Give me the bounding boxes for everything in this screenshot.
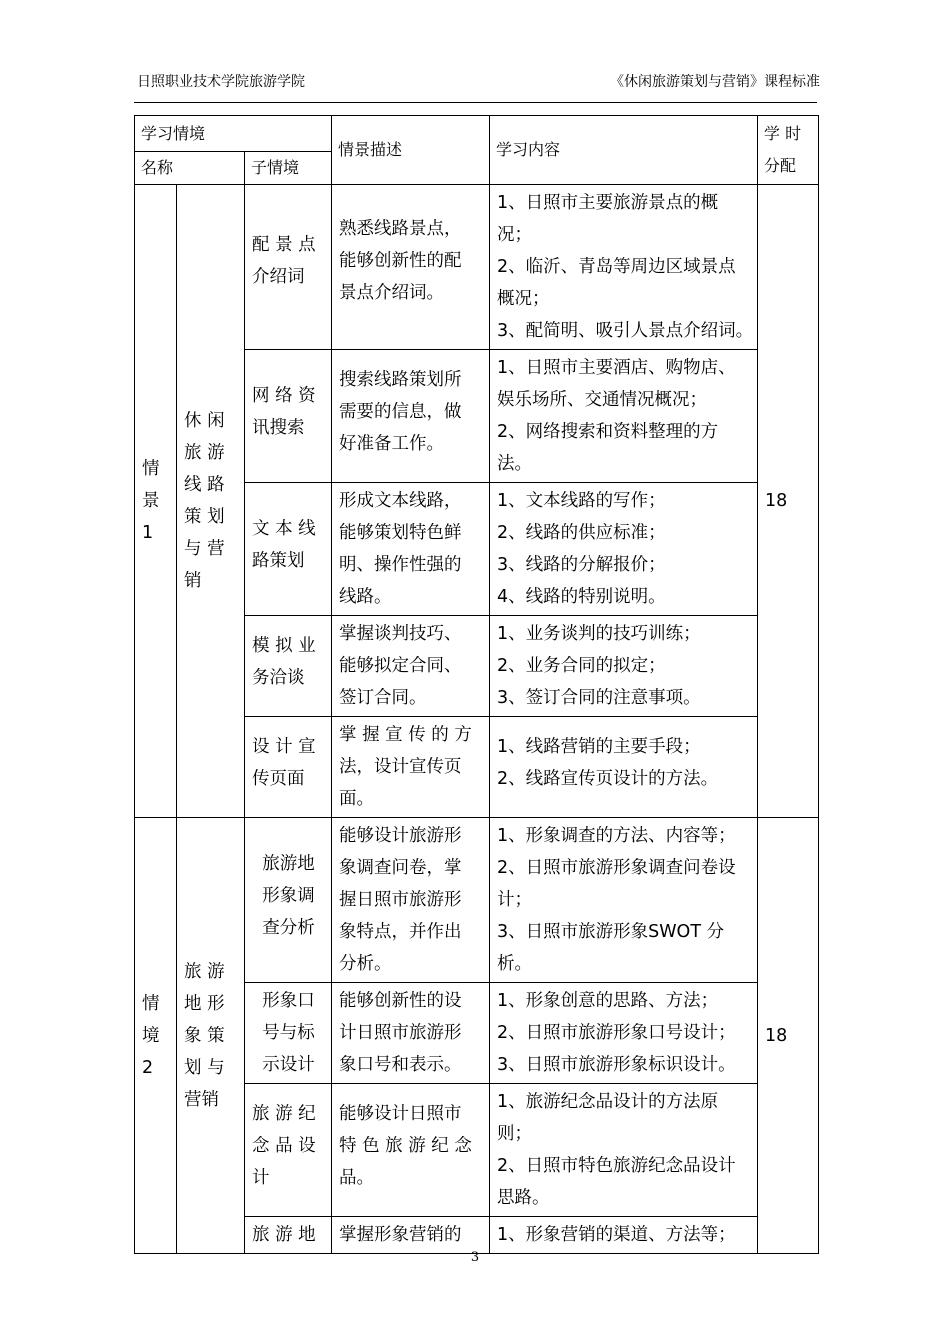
content-line: 1、日照市主要酒店、购物店、 <box>497 358 736 378</box>
content-line: 1、日照市主要旅游景点的概 <box>497 193 719 213</box>
content-line: 1、文本线路的写作； <box>497 491 666 511</box>
content-line: 析。 <box>497 954 532 974</box>
desc-line: 能够设计日照市 <box>339 1104 462 1124</box>
desc-line: 掌 握 宣 传 的 方 <box>339 725 472 745</box>
situation-1-name <box>177 185 245 818</box>
name-line: 营销 <box>184 1089 219 1110</box>
desc-line: 搜索线路策划所 <box>339 370 462 390</box>
learning-content <box>490 983 758 1084</box>
name-line: 休 闲 <box>184 411 225 431</box>
learning-content <box>490 717 758 818</box>
desc-line: 能够设计旅游形 <box>339 826 462 846</box>
situation-desc <box>332 717 490 818</box>
content-line: 2、线路的供应标准； <box>497 523 666 543</box>
desc-line: 象调查问卷，掌 <box>339 858 462 878</box>
sub-line: 形象口 <box>262 991 315 1011</box>
desc-line: 象特点，并作出 <box>339 922 462 942</box>
header-name: 名称 <box>135 152 245 185</box>
name-line: 旅 游 <box>184 443 225 463</box>
sub-line: 讯搜索 <box>252 418 305 438</box>
desc-line: 特 色 旅 游 纪 念 <box>339 1136 472 1156</box>
situation-desc <box>332 818 490 983</box>
desc-line: 象口号和表示。 <box>339 1055 462 1075</box>
content-line: 2、网络搜索和资料整理的方 <box>497 422 719 442</box>
content-line: 1、业务谈判的技巧训练； <box>497 624 701 644</box>
page-number: 3 <box>470 1250 480 1265</box>
situation-desc <box>332 350 490 483</box>
desc-line: 面。 <box>339 789 374 809</box>
name-line: 销 <box>184 571 202 591</box>
sub-situation <box>245 818 332 983</box>
content-line: 1、旅游纪念品设计的方法原 <box>497 1092 719 1112</box>
content-line: 1、形象调查的方法、内容等； <box>497 826 736 846</box>
header-hours-line: 学 时 <box>764 124 802 143</box>
desc-line: 熟悉线路景点， <box>339 219 462 239</box>
content-line: 2、日照市特色旅游纪念品设计 <box>497 1156 736 1176</box>
content-line: 3、日照市旅游形象SWOT 分 <box>497 922 725 942</box>
content-line: 1、形象营销的渠道、方法等； <box>497 1225 736 1245</box>
sub-line: 配 景 点 <box>252 235 316 255</box>
content-line: 娱乐场所、交通情况概况； <box>497 390 707 410</box>
header-left: 日照职业技术学院旅游学院 <box>137 74 305 90</box>
sub-line: 介绍词 <box>252 267 305 287</box>
desc-line: 签订合同。 <box>339 688 427 708</box>
desc-line: 明、操作性强的 <box>339 555 462 575</box>
sub-situation <box>245 483 332 616</box>
desc-line: 线路。 <box>339 587 392 607</box>
header-right: 《休闲旅游策划与营销》课程标准 <box>610 74 820 90</box>
content-line: 2、线路宣传页设计的方法。 <box>497 769 719 789</box>
header-rule <box>134 102 817 103</box>
header-hours <box>758 116 819 185</box>
sub-line: 模 拟 业 <box>252 636 316 656</box>
name-line: 象 策 <box>184 1025 225 1046</box>
name-line: 地 形 <box>184 993 225 1014</box>
desc-line: 需要的信息，做 <box>339 402 462 422</box>
content-line: 2、临沂、青岛等周边区域景点 <box>497 257 736 277</box>
header-content: 学习内容 <box>490 116 758 185</box>
sub-line: 传页面 <box>252 769 305 789</box>
content-line: 思路。 <box>497 1188 550 1208</box>
situation-desc <box>332 1084 490 1217</box>
desc-line: 景点介绍词。 <box>339 283 444 303</box>
sub-situation <box>245 717 332 818</box>
hours-value: 18 <box>758 818 819 1254</box>
situation-desc <box>332 983 490 1084</box>
content-line: 3、日照市旅游形象标识设计。 <box>497 1055 736 1075</box>
sub-line: 示设计 <box>262 1055 315 1075</box>
content-line: 2、业务合同的拟定； <box>497 656 666 676</box>
content-line: 法。 <box>497 454 532 474</box>
sub-situation <box>245 983 332 1084</box>
desc-line: 计日照市旅游形 <box>339 1023 462 1043</box>
sub-line: 形象调 <box>262 886 315 906</box>
sub-line: 念 品 设 <box>252 1136 316 1156</box>
learning-content <box>490 185 758 350</box>
sub-line: 计 <box>252 1168 270 1188</box>
sub-line: 路策划 <box>252 551 305 571</box>
situation-desc <box>332 616 490 717</box>
sub-line: 号与标 <box>262 1023 315 1043</box>
situation-2-label <box>135 818 177 1254</box>
sub-line: 旅 游 地 <box>252 1225 316 1245</box>
sub-situation <box>245 616 332 717</box>
sub-line: 网 络 资 <box>252 386 316 406</box>
learning-content <box>490 1217 758 1254</box>
hours-value: 18 <box>758 185 819 818</box>
content-line: 2、日照市旅游形象调查问卷设 <box>497 858 736 878</box>
desc-line: 掌握谈判技巧、 <box>339 624 462 644</box>
label-char: 境 <box>142 1025 160 1046</box>
label-char: 1 <box>142 523 154 543</box>
desc-line: 能够拟定合同、 <box>339 656 462 676</box>
name-line: 旅 游 <box>184 961 225 982</box>
content-line: 则； <box>497 1124 532 1144</box>
label-char: 景 <box>142 491 160 511</box>
content-line: 1、线路营销的主要手段； <box>497 737 701 757</box>
sub-situation <box>245 1084 332 1217</box>
learning-content <box>490 483 758 616</box>
learning-content <box>490 1084 758 1217</box>
desc-line: 能够策划特色鲜 <box>339 523 462 543</box>
label-char: 2 <box>142 1057 154 1078</box>
desc-line: 品。 <box>339 1168 374 1188</box>
sub-line: 务洽谈 <box>252 668 305 688</box>
desc-line: 能够创新性的设 <box>339 991 462 1011</box>
content-line: 况； <box>497 225 532 245</box>
content-line: 2、日照市旅游形象口号设计； <box>497 1023 736 1043</box>
learning-content <box>490 818 758 983</box>
desc-line: 形成文本线路， <box>339 491 462 511</box>
sub-line: 文 本 线 <box>252 519 316 539</box>
learning-content <box>490 616 758 717</box>
name-line: 与 营 <box>184 539 225 559</box>
content-line: 3、签订合同的注意事项。 <box>497 688 701 708</box>
name-line: 线 路 <box>184 475 225 495</box>
situation-desc <box>332 483 490 616</box>
sub-line: 旅游地 <box>262 854 315 874</box>
sub-situation <box>245 185 332 350</box>
header-hours-line: 分配 <box>764 156 797 175</box>
sub-line: 设 计 宣 <box>252 737 316 757</box>
name-line: 策 划 <box>184 507 225 527</box>
content-line: 概况； <box>497 289 550 309</box>
course-table <box>134 115 819 1254</box>
content-line: 1、形象创意的思路、方法； <box>497 991 719 1011</box>
label-char: 情 <box>142 459 160 479</box>
header-situation: 学习情境 <box>135 116 332 152</box>
desc-line: 分析。 <box>339 954 392 974</box>
label-char: 情 <box>142 993 160 1014</box>
situation-desc <box>332 185 490 350</box>
header-sub: 子情境 <box>245 152 332 185</box>
desc-line: 掌握形象营销的 <box>339 1225 462 1245</box>
desc-line: 法，设计宣传页 <box>339 757 462 777</box>
situation-2-name <box>177 818 245 1254</box>
content-line: 4、线路的特别说明。 <box>497 587 666 607</box>
desc-line: 握日照市旅游形 <box>339 890 462 910</box>
desc-line: 好准备工作。 <box>339 434 444 454</box>
desc-line: 能够创新性的配 <box>339 251 462 271</box>
situation-desc <box>332 1217 490 1254</box>
sub-line: 查分析 <box>262 918 315 938</box>
content-line: 3、配简明、吸引人景点介绍词。 <box>497 321 754 341</box>
sub-line: 旅 游 纪 <box>252 1104 316 1124</box>
header-desc: 情景描述 <box>332 116 490 185</box>
sub-situation <box>245 350 332 483</box>
content-line: 计； <box>497 890 532 910</box>
sub-situation <box>245 1217 332 1254</box>
content-line: 3、线路的分解报价； <box>497 555 666 575</box>
learning-content <box>490 350 758 483</box>
name-line: 划 与 <box>184 1057 225 1078</box>
situation-1-label <box>135 185 177 818</box>
